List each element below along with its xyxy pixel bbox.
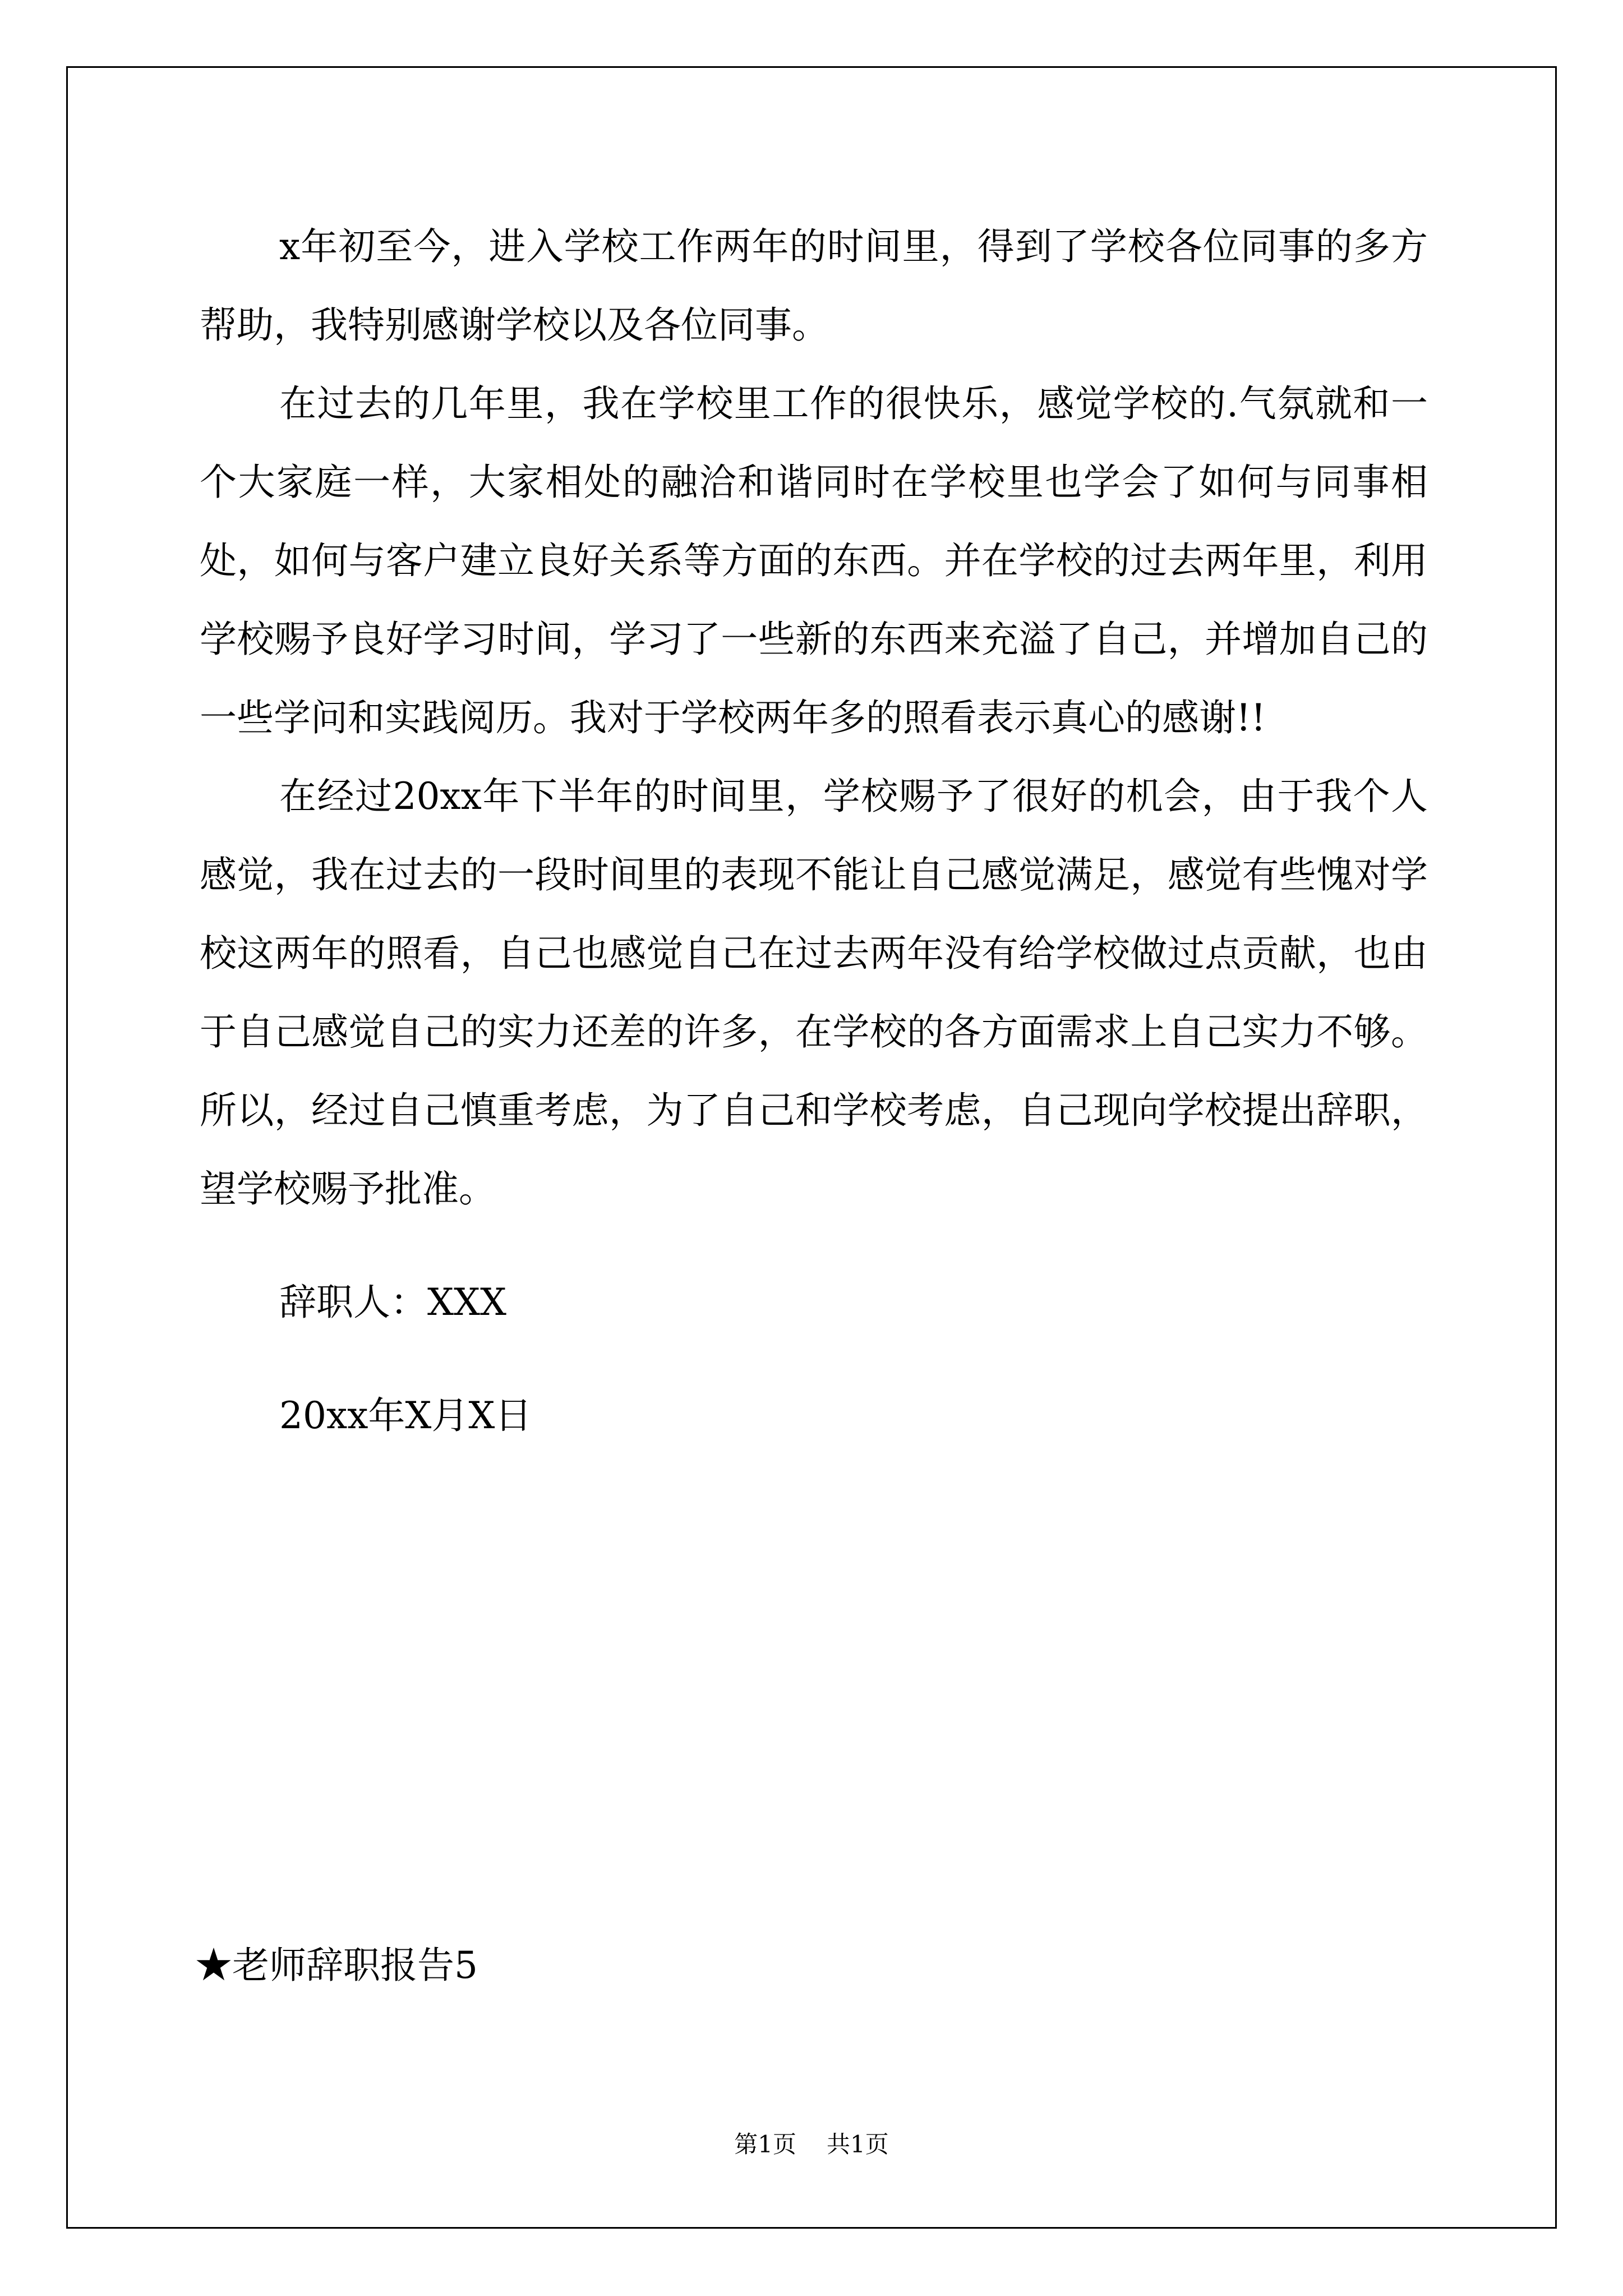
paragraph-thanks: x年初至今，进入学校工作两年的时间里，得到了学校各位同事的多方帮助，我特别感谢学校以及各位同事。 — [200, 225, 1428, 347]
page-number: 第1页 — [734, 2131, 796, 2158]
letter-body — [200, 208, 1428, 1473]
paragraph-experience: 在过去的几年里，我在学校里工作的很快乐，感觉学校的.气氛就和一个大家庭一样，大家相处的融洽和谐同时在学校里也学会了如何与同事相处，如何与客户建立良好关系等方面的东西。并在学校的过去两年里，利用学校赐予良好学习时间，学习了一些新的东西来充溢了自己，并增加自己的一些学问和实践阅历。我对于学校两年多的照看表示真心的感谢!! — [200, 382, 1428, 739]
resigner-signature: 辞职人：XXX — [279, 1281, 506, 1324]
paragraph-resignation: 在经过20xx年下半年的时间里，学校赐予了很好的机会，由于我个人感觉，我在过去的一段时间里的表现不能让自己感觉满足，感觉有些愧对学校这两年的照看，自己也感觉自己在过去两年没有给学校做过点贡献，也由于自己感觉自己的实力还差的许多，在学校的各方面需求上自己实力不够。所以，经过自己慎重考虑，为了自己和学校考虑，自己现向学校提出辞职，望学校赐予批准。 — [200, 775, 1428, 1211]
page-footer — [0, 2126, 1623, 2160]
page-total: 共1页 — [827, 2131, 889, 2158]
signature-date: 20xx年X月X日 — [279, 1394, 532, 1437]
next-section-heading: ★老师辞职报告5 — [195, 1944, 478, 1987]
